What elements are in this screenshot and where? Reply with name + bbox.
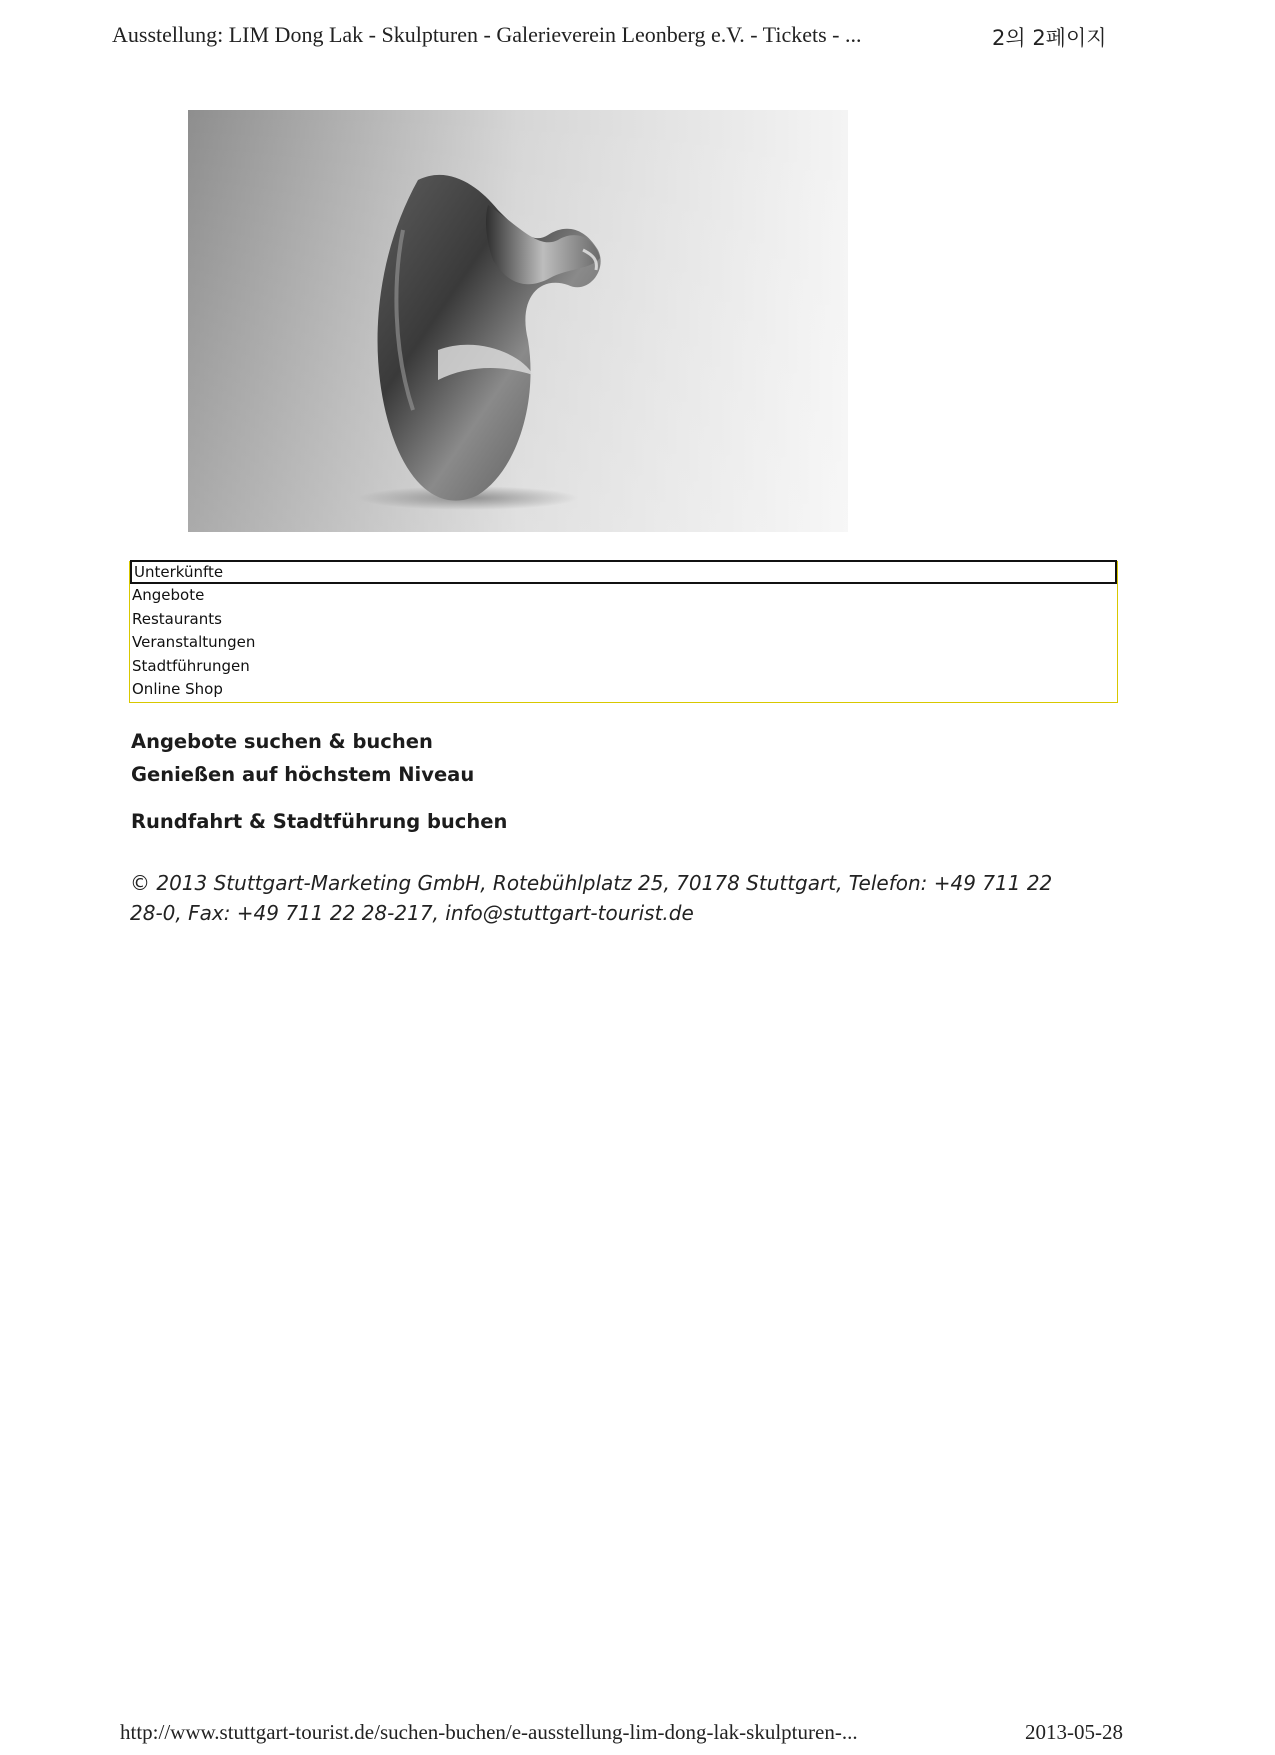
main-nav-menu [129,561,1118,703]
sculpture-image [188,110,848,532]
print-footer [120,1720,1140,1750]
print-footer-url: http://www.stuttgart-tourist.de/suchen-buchen/e-ausstellung-lim-dong-lak-skulpturen-... [120,1720,858,1744]
print-header-title: Ausstellung: LIM Dong Lak - Skulpturen - Galerieverein Leonberg e.V. - Tickets - ... [112,22,862,47]
offers-link[interactable]: Angebote suchen & buchen [131,730,433,753]
nav-item-unterkuenfte[interactable]: Unterkünfte [130,560,1117,584]
nav-item-veranstaltungen[interactable]: Veranstaltungen [132,633,256,651]
nav-item-angebote[interactable]: Angebote [132,586,205,604]
nav-item-stadtfuehrungen[interactable]: Stadtführungen [132,656,250,675]
tours-link[interactable]: Rundfahrt & Stadtführung buchen [131,810,508,833]
copyright-footer [130,868,1090,928]
print-footer-date: 2013-05-28 [1025,1720,1123,1744]
email-link[interactable]: info@stuttgart-tourist.de [445,901,694,925]
nav-item-restaurants[interactable]: Restaurants [132,609,222,628]
sculpture-photo-icon [188,110,848,532]
print-header [112,22,1132,52]
page-indicator: 2의 2페이지 [992,26,1107,50]
copyright-text: © 2013 Stuttgart-Marketing GmbH, Rotebühlplatz 25, 70178 Stuttgart, Telefon: +49 711 22 28-0, Fax: +49 711 22 28-217, [130,871,1053,925]
dining-link[interactable]: Genießen auf höchstem Niveau [131,763,475,786]
nav-item-online-shop[interactable]: Online Shop [132,680,223,698]
